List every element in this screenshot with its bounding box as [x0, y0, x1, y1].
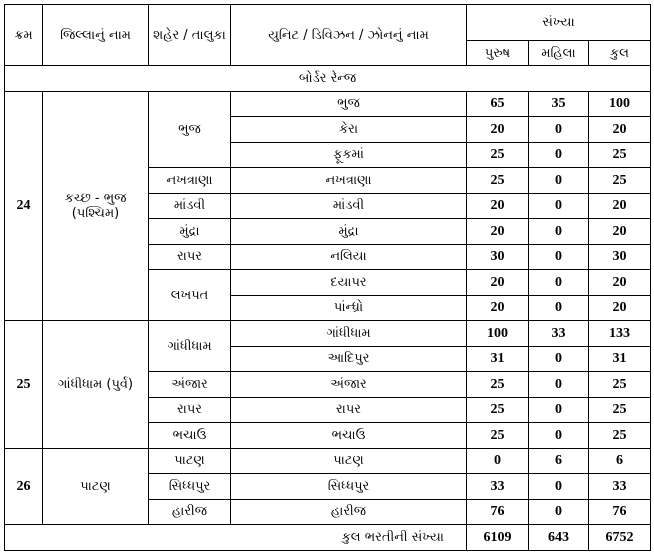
male-count: 20 [467, 193, 529, 219]
unit-cell: નલિયા [231, 244, 467, 270]
section-title: બોર્ડર રેન્જ [5, 66, 651, 92]
male-count: 65 [467, 91, 529, 117]
header-kram: ક્રમ [5, 5, 43, 66]
female-count: 0 [529, 168, 589, 194]
header-row [5, 5, 651, 41]
unit-cell: ભચાઉ [231, 423, 467, 449]
unit-cell: સિધ્ધપુર [231, 474, 467, 500]
city-cell: પાટણ [149, 448, 231, 474]
city-cell: ગાંધીધામ [149, 321, 231, 372]
total-count: 133 [589, 321, 651, 347]
total-count: 31 [589, 346, 651, 372]
total-count: 20 [589, 295, 651, 321]
female-count: 0 [529, 142, 589, 168]
total-count: 33 [589, 474, 651, 500]
header-district: જિલ્લાનું નામ [43, 5, 149, 66]
female-count: 0 [529, 244, 589, 270]
unit-cell: પાટણ [231, 448, 467, 474]
total-count: 25 [589, 142, 651, 168]
total-count: 25 [589, 423, 651, 449]
footer-label: કુલ ભરતીની સંખ્યા [5, 525, 467, 551]
unit-cell: નખત્રાણા [231, 168, 467, 194]
unit-cell: હારીજ [231, 499, 467, 525]
city-cell: હારીજ [149, 499, 231, 525]
district-cell: કચ્છ - ભુજ (પશ્ચિમ) [43, 91, 149, 321]
male-count: 76 [467, 499, 529, 525]
total-count: 25 [589, 168, 651, 194]
female-count: 0 [529, 219, 589, 245]
unit-cell: અંજાર [231, 372, 467, 398]
recruitment-table [4, 4, 651, 551]
table-body [5, 5, 651, 551]
unit-cell: માંડવી [231, 193, 467, 219]
male-count: 25 [467, 142, 529, 168]
city-cell: અંજાર [149, 372, 231, 398]
female-count: 0 [529, 397, 589, 423]
unit-cell: રાપર [231, 397, 467, 423]
total-count: 25 [589, 397, 651, 423]
female-count: 0 [529, 423, 589, 449]
female-count: 0 [529, 346, 589, 372]
city-cell: લખપત [149, 270, 231, 321]
total-count: 20 [589, 193, 651, 219]
male-count: 100 [467, 321, 529, 347]
male-count: 31 [467, 346, 529, 372]
female-count: 0 [529, 499, 589, 525]
unit-cell: ગાંધીધામ [231, 321, 467, 347]
section-row [5, 66, 651, 92]
male-count: 25 [467, 397, 529, 423]
header-count: સંખ્યા [467, 5, 651, 41]
male-count: 25 [467, 372, 529, 398]
unit-cell: ભુજ [231, 91, 467, 117]
city-cell: રાપર [149, 244, 231, 270]
footer-total: 6752 [589, 525, 651, 551]
male-count: 25 [467, 423, 529, 449]
footer-male: 6109 [467, 525, 529, 551]
header-female: મહિલા [529, 41, 589, 66]
total-count: 20 [589, 219, 651, 245]
female-count: 6 [529, 448, 589, 474]
city-cell: માંડવી [149, 193, 231, 219]
female-count: 0 [529, 117, 589, 143]
unit-cell: ફૂકમાં [231, 142, 467, 168]
city-cell: ભુજ [149, 91, 231, 168]
city-cell: નખત્રાણા [149, 168, 231, 194]
district-cell: પાટણ [43, 448, 149, 525]
male-count: 0 [467, 448, 529, 474]
female-count: 0 [529, 474, 589, 500]
total-count: 76 [589, 499, 651, 525]
male-count: 33 [467, 474, 529, 500]
total-count: 20 [589, 270, 651, 296]
total-count: 25 [589, 372, 651, 398]
total-count: 30 [589, 244, 651, 270]
female-count: 0 [529, 372, 589, 398]
unit-cell: દયાપર [231, 270, 467, 296]
male-count: 20 [467, 295, 529, 321]
city-cell: સિધ્ધપુર [149, 474, 231, 500]
footer-female: 643 [529, 525, 589, 551]
unit-cell: પાંન્ધ્રો [231, 295, 467, 321]
table-row [5, 448, 651, 474]
kram-cell: 25 [5, 321, 43, 449]
footer-row [5, 525, 651, 551]
female-count: 35 [529, 91, 589, 117]
header-unit: યુનિટ / ડિવિઝન / ઝોનનું નામ [231, 5, 467, 66]
male-count: 20 [467, 117, 529, 143]
kram-cell: 24 [5, 91, 43, 321]
total-count: 6 [589, 448, 651, 474]
city-cell: ભચાઉ [149, 423, 231, 449]
male-count: 20 [467, 219, 529, 245]
total-count: 20 [589, 117, 651, 143]
male-count: 25 [467, 168, 529, 194]
city-cell: રાપર [149, 397, 231, 423]
district-cell: ગાંધીધામ (પુર્વ) [43, 321, 149, 449]
male-count: 20 [467, 270, 529, 296]
unit-cell: મુંદ્રા [231, 219, 467, 245]
unit-cell: આદિપુર [231, 346, 467, 372]
table-row [5, 91, 651, 117]
unit-cell: કેરા [231, 117, 467, 143]
female-count: 0 [529, 193, 589, 219]
female-count: 0 [529, 270, 589, 296]
header-total: કુલ [589, 41, 651, 66]
female-count: 0 [529, 295, 589, 321]
female-count: 33 [529, 321, 589, 347]
total-count: 100 [589, 91, 651, 117]
table-row [5, 321, 651, 347]
city-cell: મુંદ્રા [149, 219, 231, 245]
male-count: 30 [467, 244, 529, 270]
kram-cell: 26 [5, 448, 43, 525]
header-city: શહેર / તાલુકા [149, 5, 231, 66]
header-male: પુરુષ [467, 41, 529, 66]
